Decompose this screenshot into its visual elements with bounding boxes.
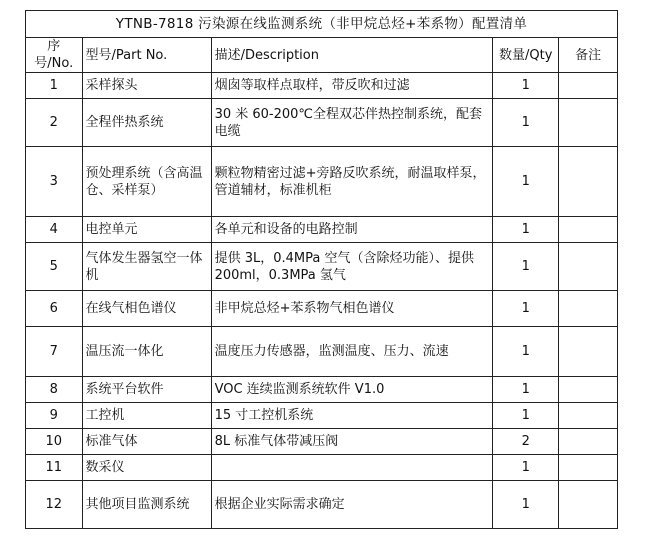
- row-model: 预处理系统（含高温仓、采样泵）: [82, 147, 211, 217]
- row-no: 3: [26, 147, 83, 217]
- row-no: 2: [26, 99, 83, 147]
- row-model: 标准气体: [82, 429, 211, 455]
- row-note: [559, 403, 618, 429]
- table-row: [26, 481, 618, 529]
- row-no: 7: [26, 327, 83, 377]
- row-desc: 15 寸工控机系统: [211, 403, 493, 429]
- table-row: [26, 429, 618, 455]
- row-qty: 1: [493, 291, 559, 327]
- row-no: 5: [26, 243, 83, 291]
- row-model: 采样探头: [82, 73, 211, 99]
- row-note: [559, 327, 618, 377]
- row-no: 12: [26, 481, 83, 529]
- row-desc: 非甲烷总烃+苯系物气相色谱仪: [211, 291, 493, 327]
- table-row: [26, 147, 618, 217]
- row-qty: 1: [493, 327, 559, 377]
- row-model: 系统平台软件: [82, 377, 211, 403]
- header-qty: 数量/Qty: [493, 38, 559, 73]
- row-note: [559, 481, 618, 529]
- table-row: [26, 291, 618, 327]
- header-note: 备注: [559, 38, 618, 73]
- table-row: [26, 403, 618, 429]
- config-list-page: [25, 10, 618, 529]
- row-model: 电控单元: [82, 217, 211, 243]
- row-qty: 1: [493, 455, 559, 481]
- row-note: [559, 377, 618, 403]
- header-row: [26, 38, 618, 73]
- row-note: [559, 455, 618, 481]
- row-qty: 1: [493, 377, 559, 403]
- row-model: 全程伴热系统: [82, 99, 211, 147]
- table-row: [26, 243, 618, 291]
- table-title: YTNB-7818 污染源在线监测系统（非甲烷总烃+苯系物）配置清单: [26, 11, 618, 38]
- row-note: [559, 243, 618, 291]
- row-qty: 2: [493, 429, 559, 455]
- row-desc: 温度压力传感器，监测温度、压力、流速: [211, 327, 493, 377]
- row-no: 9: [26, 403, 83, 429]
- row-qty: 1: [493, 243, 559, 291]
- row-qty: 1: [493, 217, 559, 243]
- row-desc: [211, 455, 493, 481]
- header-desc: 描述/Description: [211, 38, 493, 73]
- table-row: [26, 217, 618, 243]
- row-note: [559, 99, 618, 147]
- row-qty: 1: [493, 481, 559, 529]
- row-note: [559, 147, 618, 217]
- row-desc: VOC 连续监测系统软件 V1.0: [211, 377, 493, 403]
- table-row: [26, 455, 618, 481]
- row-no: 4: [26, 217, 83, 243]
- row-model: 气体发生器氢空一体机: [82, 243, 211, 291]
- row-desc: 烟囱等取样点取样，带反吹和过滤: [211, 73, 493, 99]
- config-table: [25, 10, 618, 529]
- row-no: 11: [26, 455, 83, 481]
- header-model: 型号/Part No.: [82, 38, 211, 73]
- row-note: [559, 73, 618, 99]
- row-desc: 颗粒物精密过滤+旁路反吹系统，耐温取样泵，管道辅材，标准机柜: [211, 147, 493, 217]
- row-model: 在线气相色谱仪: [82, 291, 211, 327]
- row-desc: 各单元和设备的电路控制: [211, 217, 493, 243]
- row-model: 工控机: [82, 403, 211, 429]
- header-no: 序号/No.: [26, 38, 83, 73]
- row-qty: 1: [493, 147, 559, 217]
- row-no: 8: [26, 377, 83, 403]
- row-desc: 8L 标准气体带减压阀: [211, 429, 493, 455]
- row-qty: 1: [493, 73, 559, 99]
- row-note: [559, 217, 618, 243]
- row-desc: 提供 3L，0.4MPa 空气（含除烃功能）、提供 200ml，0.3MPa 氢气: [211, 243, 493, 291]
- row-desc: 30 米 60-200℃全程双芯伴热控制系统，配套电缆: [211, 99, 493, 147]
- row-model: 其他项目监测系统: [82, 481, 211, 529]
- row-qty: 1: [493, 403, 559, 429]
- table-row: [26, 73, 618, 99]
- table-row: [26, 327, 618, 377]
- row-model: 数采仪: [82, 455, 211, 481]
- row-desc: 根据企业实际需求确定: [211, 481, 493, 529]
- table-row: [26, 99, 618, 147]
- row-no: 1: [26, 73, 83, 99]
- row-note: [559, 429, 618, 455]
- table-row: [26, 377, 618, 403]
- row-qty: 1: [493, 99, 559, 147]
- row-note: [559, 291, 618, 327]
- row-model: 温压流一体化: [82, 327, 211, 377]
- row-no: 10: [26, 429, 83, 455]
- row-no: 6: [26, 291, 83, 327]
